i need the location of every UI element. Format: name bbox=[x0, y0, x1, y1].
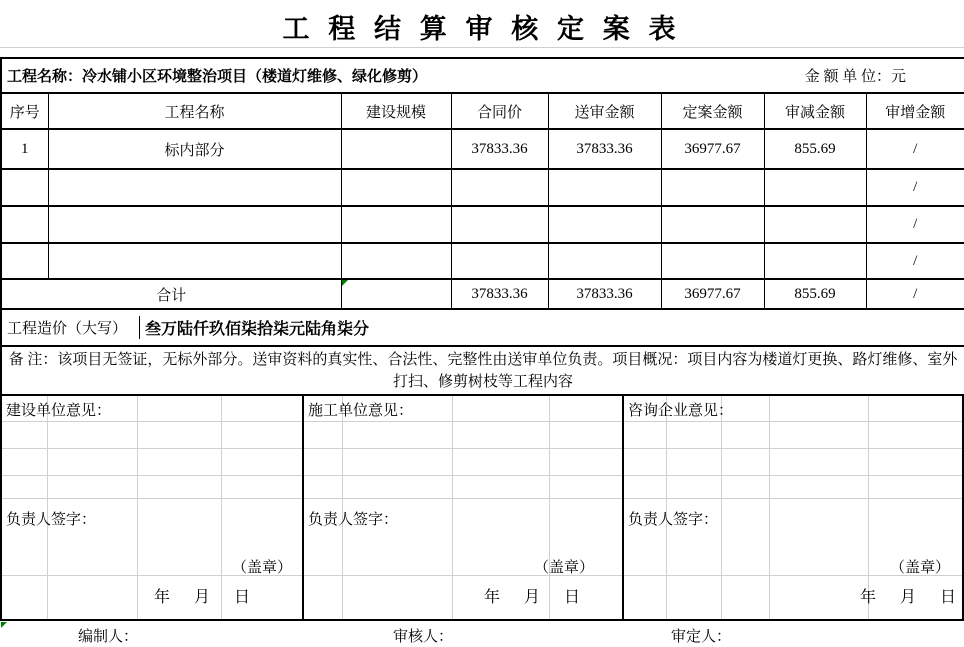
total-finalized: 36977.67 bbox=[661, 279, 764, 309]
leader-signature-label: 负责人签字： bbox=[628, 512, 719, 528]
gridline bbox=[769, 396, 770, 619]
project-name-label: 工程名称：冷水铺小区环境整治项目（楼道灯维修、绿化修剪） bbox=[7, 69, 428, 85]
gridline bbox=[304, 498, 622, 499]
cell-increased: / bbox=[866, 243, 964, 279]
note-text: 备 注：该项目无签证，无标外部分。送审资料的真实性、合法性、完整性由送审单位负责。项目概况：项目内容为楼道灯更换、路灯维修、室外打扫、修剪树枝等工程内容 bbox=[1, 346, 964, 395]
cell-finalized: 36977.67 bbox=[661, 129, 764, 169]
col-header-seq: 序号 bbox=[1, 93, 48, 129]
footer-row bbox=[0, 621, 964, 647]
table-row bbox=[1, 169, 964, 206]
col-header-scale: 建设规模 bbox=[341, 93, 451, 129]
table-row bbox=[1, 129, 964, 169]
cell-reduced bbox=[764, 206, 866, 243]
cell-name bbox=[48, 206, 341, 243]
cell-seq bbox=[1, 169, 48, 206]
gridline bbox=[624, 498, 962, 499]
col-header-contract: 合同价 bbox=[451, 93, 548, 129]
page-title: 工 程 结 算 审 核 定 案 表 bbox=[282, 14, 682, 44]
cell-increased: / bbox=[866, 129, 964, 169]
amount-unit-label: 金 额 单 位：元 bbox=[804, 69, 907, 85]
cell-contract: 37833.36 bbox=[451, 129, 548, 169]
opinion-label: 施工单位意见： bbox=[308, 403, 414, 419]
cost-words-value: 叁万陆仟玖佰柒拾柒元陆角柒分 bbox=[145, 321, 370, 338]
gridline bbox=[624, 475, 962, 476]
cell-finalized bbox=[661, 206, 764, 243]
cell-contract bbox=[451, 206, 548, 243]
total-submitted: 37833.36 bbox=[548, 279, 661, 309]
note-row bbox=[1, 346, 964, 395]
gridline bbox=[624, 448, 962, 449]
project-name-row bbox=[1, 58, 964, 93]
cell-seq: 1 bbox=[1, 129, 48, 169]
gridline bbox=[137, 396, 138, 619]
seal-label: （盖章） bbox=[533, 560, 594, 576]
leader-signature-label: 负责人签字： bbox=[308, 512, 399, 528]
date-line: 年 月 日 bbox=[153, 589, 250, 606]
cell-name bbox=[48, 169, 341, 206]
cell-contract bbox=[451, 169, 548, 206]
seal-label: （盖章） bbox=[231, 560, 292, 576]
cell-submitted: 37833.36 bbox=[548, 129, 661, 169]
opinion-label: 咨询企业意见： bbox=[628, 403, 734, 419]
date-line: 年 月 日 bbox=[483, 589, 580, 606]
cell-name: 标内部分 bbox=[48, 129, 341, 169]
maker-label: 编制人： bbox=[78, 629, 139, 645]
col-header-name: 工程名称 bbox=[48, 93, 341, 129]
cell-scale bbox=[341, 129, 451, 169]
construction-unit-opinion-section bbox=[2, 396, 304, 619]
gridline bbox=[624, 421, 962, 422]
contractor-opinion-section bbox=[304, 396, 624, 619]
date-line: 年 月 日 bbox=[859, 589, 956, 606]
cell-contract bbox=[451, 243, 548, 279]
gridline bbox=[304, 448, 622, 449]
cost-in-words-row bbox=[1, 309, 964, 346]
cost-words-label: 工程造价（大写） bbox=[2, 316, 140, 339]
table-row bbox=[1, 243, 964, 279]
approver-label: 审定人： bbox=[671, 629, 732, 645]
gridline bbox=[304, 475, 622, 476]
cell-submitted bbox=[548, 169, 661, 206]
cell-reduced bbox=[764, 243, 866, 279]
total-reduced: 855.69 bbox=[764, 279, 866, 309]
gridline bbox=[0, 47, 964, 48]
gridline bbox=[452, 396, 453, 619]
opinion-sections bbox=[0, 394, 964, 621]
total-contract: 37833.36 bbox=[451, 279, 548, 309]
cell-seq bbox=[1, 206, 48, 243]
cell-finalized bbox=[661, 169, 764, 206]
cell-finalized bbox=[661, 243, 764, 279]
error-indicator-icon bbox=[1, 622, 7, 628]
cell-increased: / bbox=[866, 169, 964, 206]
gridline bbox=[721, 396, 722, 619]
cell-reduced bbox=[764, 169, 866, 206]
col-header-submitted: 送审金额 bbox=[548, 93, 661, 129]
cell-submitted bbox=[548, 243, 661, 279]
cell-name bbox=[48, 243, 341, 279]
leader-signature-label: 负责人签字： bbox=[6, 512, 97, 528]
cell-scale bbox=[341, 169, 451, 206]
cell-seq bbox=[1, 243, 48, 279]
total-label: 合计 bbox=[1, 279, 341, 309]
column-header-row bbox=[1, 93, 964, 129]
cell-increased: / bbox=[866, 206, 964, 243]
seal-label: （盖章） bbox=[889, 560, 950, 576]
col-header-finalized: 定案金额 bbox=[661, 93, 764, 129]
col-header-increased: 审增金额 bbox=[866, 93, 964, 129]
consulting-firm-opinion-section bbox=[624, 396, 962, 619]
total-increased: / bbox=[866, 279, 964, 309]
gridline bbox=[304, 421, 622, 422]
cell-scale bbox=[341, 206, 451, 243]
table-row bbox=[1, 206, 964, 243]
cell-scale bbox=[341, 243, 451, 279]
error-indicator-icon bbox=[342, 280, 348, 286]
cell-submitted bbox=[548, 206, 661, 243]
col-header-reduced: 审减金额 bbox=[764, 93, 866, 129]
cell-reduced: 855.69 bbox=[764, 129, 866, 169]
total-row bbox=[1, 279, 964, 309]
opinion-label: 建设单位意见： bbox=[6, 403, 112, 419]
auditor-label: 审核人： bbox=[393, 629, 454, 645]
total-scale-cell bbox=[341, 279, 451, 309]
main-table bbox=[0, 57, 964, 396]
